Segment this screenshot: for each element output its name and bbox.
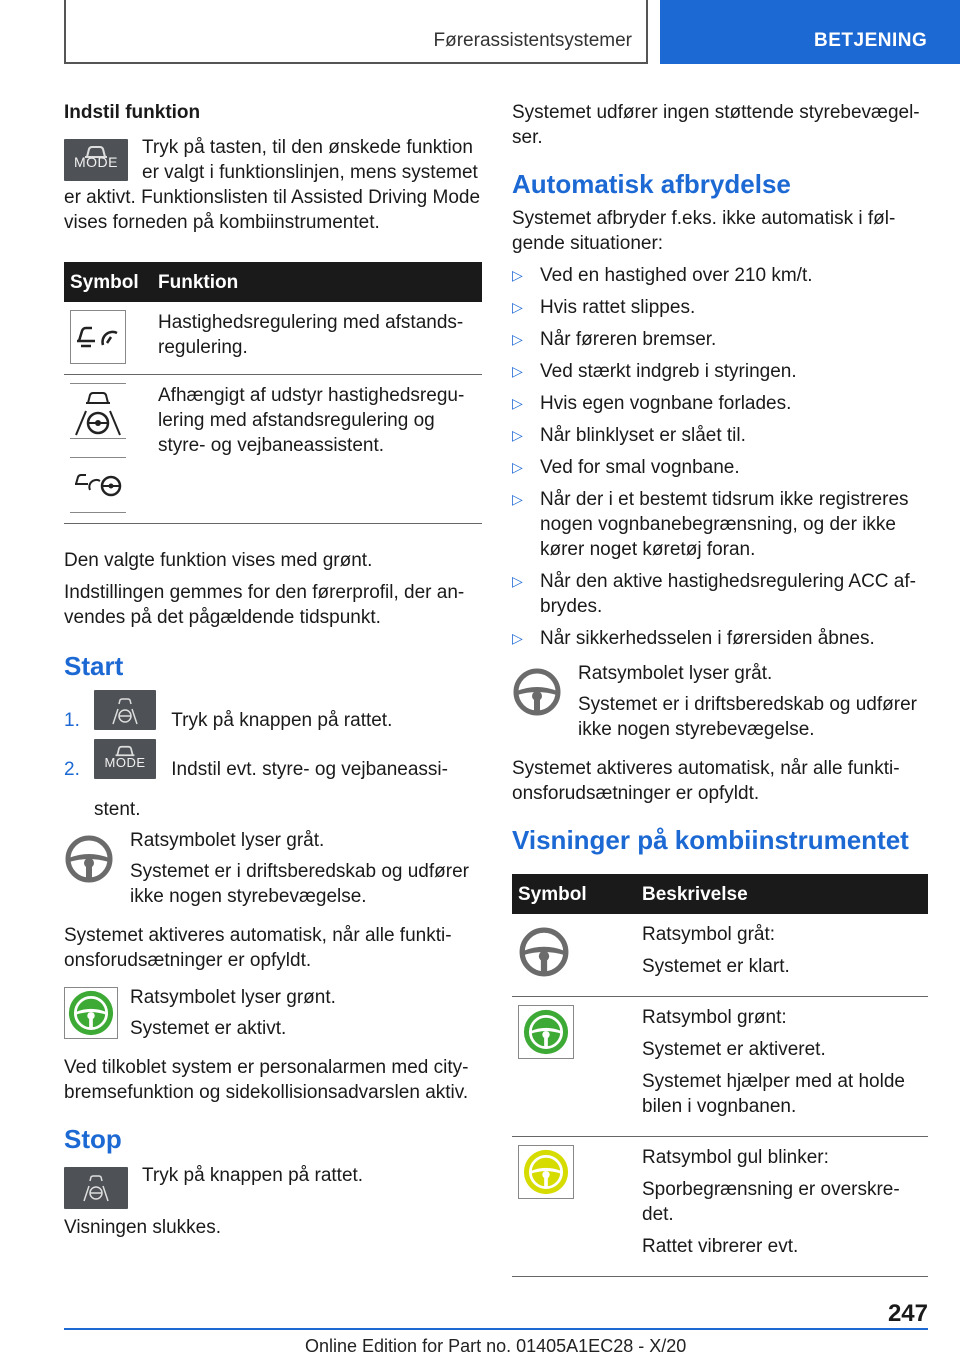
start-steps [64, 690, 482, 820]
auto-interrupt-heading: Automatisk afbrydelse [512, 169, 791, 199]
yellow-state-desc-2: Rattet vibrerer evt. [642, 1236, 799, 1257]
speed-steering-icon [70, 457, 126, 513]
function-table-col-function: Funktion [152, 262, 482, 302]
profile-note: Indstillingen gemmes for den førerprofil, der an-vendes på det pågældende tidspunkt. [64, 582, 465, 628]
stop-heading: Stop [64, 1124, 122, 1154]
step-1-text: Tryk på knappen på rattet. [171, 710, 393, 731]
grey-wheel-info [64, 828, 482, 915]
right-column [512, 100, 928, 1277]
header-chapter-title: BETJENING [814, 30, 928, 51]
list-item: ▷ Når den aktive hastighedsregulering ACC af-brydes. [512, 569, 928, 619]
grey-line-1: Ratsymbolet lyser gråt. [130, 830, 325, 851]
mode-label: MODE [104, 755, 146, 770]
green-line-2: Systemet er aktivt. [130, 1018, 287, 1039]
grey-state-desc: Systemet er klart. [642, 956, 790, 977]
display-table [512, 874, 928, 1277]
function-row-1-text: Hastighedsregulering med afstands-regulering. [152, 302, 482, 375]
grey-line-1: Ratsymbolet lyser gråt. [578, 663, 773, 684]
grey-line-2: Systemet er i driftsberedskab og udfører ikke nogen styrebevægelse. [130, 861, 469, 907]
display-off-note: Visningen slukkes. [64, 1217, 222, 1238]
steering-button-icon [94, 690, 156, 730]
auto-activate-note: Systemet aktiveres automatisk, når alle funkti-onsforudsætninger er opfyldt. [512, 758, 900, 804]
list-item: ▷ Når blinklyset er slået til. [512, 423, 928, 448]
steering-wheel-green-icon [518, 1005, 574, 1059]
header-section-title: Førerassistentsystemer [433, 30, 632, 51]
steering-lane-assist-icon [70, 383, 126, 439]
stop-text: Tryk på knappen på rattet. [142, 1165, 364, 1186]
interrupt-list [512, 263, 928, 651]
city-brake-note: Ved tilkoblet system er personalarmen med city-bremsefunktion og sidekollisionsadvarslen aktiv. [64, 1057, 469, 1103]
steering-wheel-grey-icon [518, 926, 570, 978]
no-steering-note: Systemet udfører ingen støttende styrebevægel-ser. [512, 102, 920, 148]
step-2-number: 2. [64, 759, 80, 780]
mode-label: MODE [74, 154, 118, 170]
function-table-col-symbol: Symbol [64, 262, 152, 302]
header-section-box [64, 0, 648, 64]
green-wheel-info [64, 985, 482, 1047]
list-item: ▷ Når føreren bremser. [512, 327, 928, 352]
footer-divider [64, 1328, 928, 1330]
green-state-desc-1: Systemet er aktiveret. [642, 1039, 826, 1060]
start-heading: Start [64, 651, 124, 681]
step-1-number: 1. [64, 710, 80, 731]
list-item: ▷ Når der i et bestemt tidsrum ikke registreres nogen vognbanebegrænsning, og der ikke kører noget køretøj foran. [512, 487, 928, 562]
list-item: ▷ Ved en hastighed over 210 km/t. [512, 263, 928, 288]
grey-wheel-info-right [512, 661, 928, 748]
grey-line-2: Systemet er i driftsberedskab og udfører ikke nogen styrebevægelse. [578, 694, 917, 740]
steering-wheel-green-icon [64, 987, 118, 1039]
display-heading: Visninger på kombiinstrumentet [512, 825, 909, 855]
yellow-state-title: Ratsymbol gul blinker: [642, 1147, 829, 1168]
steering-wheel-grey-icon [64, 834, 114, 884]
list-item: ▷ Ved stærkt indgreb i styringen. [512, 359, 928, 384]
grey-state-title: Ratsymbol gråt: [642, 924, 776, 945]
page-number: 247 [887, 1300, 928, 1327]
display-table-col-symbol: Symbol [512, 874, 636, 914]
yellow-state-desc-1: Sporbegrænsning er overskre-det. [642, 1179, 900, 1225]
list-item: ▷ Ved for smal vognbane. [512, 455, 928, 480]
steering-wheel-grey-icon [512, 667, 562, 717]
green-state-title: Ratsymbol grønt: [642, 1007, 787, 1028]
auto-interrupt-intro: Systemet afbryder f.eks. ikke automatisk i føl-gende situationer: [512, 208, 896, 254]
function-row-2-text: Afhængigt af udstyr hastighedsregu-lering med afstandsregulering og styre- og vejbaneassistent. [152, 375, 482, 524]
steering-button-icon [64, 1167, 128, 1209]
function-table [64, 262, 482, 524]
mode-button-icon [64, 139, 128, 181]
header-chapter-tab [660, 0, 960, 64]
display-table-col-description: Beskrivelse [636, 874, 928, 914]
list-item: ▷ Hvis egen vognbane forlades. [512, 391, 928, 416]
start-step-1 [64, 690, 482, 733]
left-column [64, 100, 482, 1247]
mode-button-icon [94, 739, 156, 779]
footer-edition: Online Edition for Part no. 01405A1EC28 - X/20 [305, 1336, 687, 1356]
steering-wheel-yellow-icon [518, 1145, 574, 1199]
green-note: Den valgte funktion vises med grønt. [64, 550, 373, 571]
green-state-desc-2: Systemet hjælper med at holde bilen i vognbanen. [642, 1071, 905, 1117]
step-2-text: Indstil evt. styre- og vejbaneassi-stent. [94, 759, 448, 820]
set-function-text: Tryk på tasten, til den ønskede funktion er valgt i funktionslinjen, mens systemet er aktivt. Funktionslisten til Assisted Driving Mode vises forneden på kombiinstrumentet. [64, 137, 481, 233]
speed-distance-control-icon [70, 310, 126, 364]
list-item: ▷ Hvis rattet slippes. [512, 295, 928, 320]
green-line-1: Ratsymbolet lyser grønt. [130, 987, 336, 1008]
start-step-2 [64, 739, 482, 820]
auto-activate-note: Systemet aktiveres automatisk, når alle funkti-onsforudsætninger er opfyldt. [64, 925, 452, 971]
list-item: ▷ Når sikkerhedsselen i førersiden åbnes. [512, 626, 928, 651]
set-function-heading: Indstil funktion [64, 102, 201, 123]
